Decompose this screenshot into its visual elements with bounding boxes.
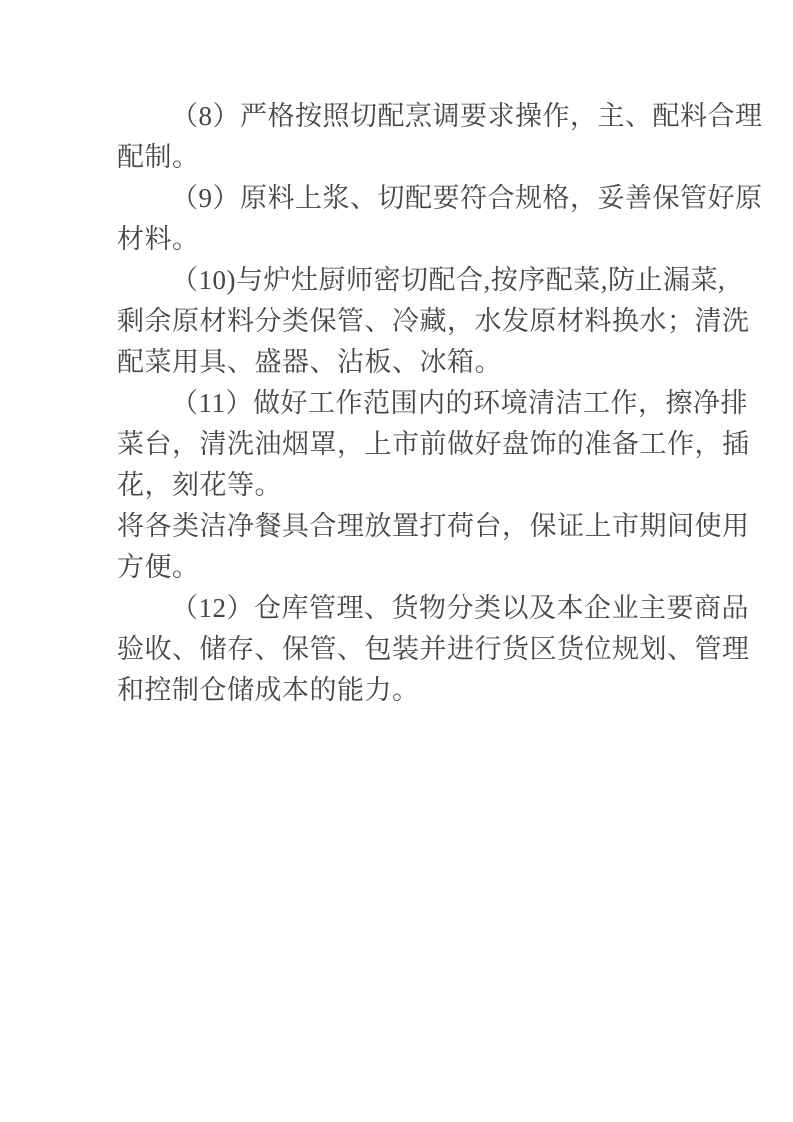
text-line: 验收、储存、保管、包装并进行货区货位规划、管理 [117, 634, 750, 664]
paragraph-item-9 [117, 178, 763, 260]
document-body [117, 96, 763, 711]
text-line: 方便。 [117, 552, 200, 582]
paragraph-item-8 [117, 96, 763, 178]
paragraph-item-12 [117, 588, 750, 711]
text-line: （10)与炉灶厨师密切配合,按序配菜,防止漏菜, [171, 265, 726, 295]
text-line: 剩余原材料分类保管、冷藏，水发原材料换水；清洗 [117, 306, 750, 336]
text-line: 材料。 [117, 224, 200, 254]
text-line: 配菜用具、盛器、沾板、冰箱。 [117, 347, 502, 377]
text-line: 花，刻花等。 [117, 470, 282, 500]
paragraph-item-10 [117, 260, 750, 383]
text-line: 和控制仓储成本的能力。 [117, 675, 420, 705]
text-line: （12）仓库管理、货物分类以及本企业主要商品 [171, 593, 749, 623]
text-line: 配制。 [117, 142, 200, 172]
text-line: （9）原料上浆、切配要符合规格，妥善保管好原 [171, 183, 763, 213]
paragraph-item-11 [117, 383, 750, 506]
text-line: 菜台，清洗油烟罩，上市前做好盘饰的准备工作，插 [117, 429, 750, 459]
paragraph-note [117, 506, 750, 588]
text-line: （11）做好工作范围内的环境清洁工作，擦净排 [171, 388, 748, 418]
text-line: 将各类洁净餐具合理放置打荷台，保证上市期间使用 [117, 511, 750, 541]
text-line: （8）严格按照切配烹调要求操作，主、配料合理 [171, 101, 763, 131]
